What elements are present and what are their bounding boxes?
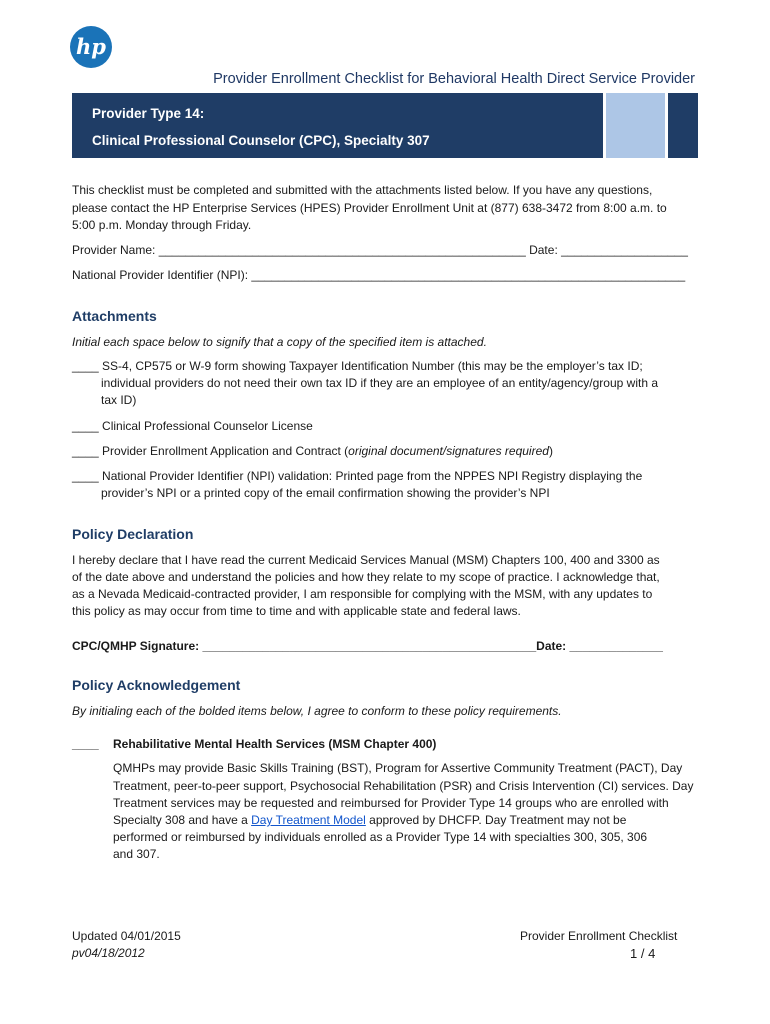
intro-line-3: 5:00 p.m. Monday through Friday. xyxy=(72,218,252,232)
declaration-line-1: I hereby declare that I have read the current Medicaid Services Manual (MSM) Chapters 100, 400 and 3300 as xyxy=(72,553,660,567)
policy-acknowledgement-heading: Policy Acknowledgement xyxy=(72,677,241,693)
declaration-line-2: of the date above and understand the policies and how they relate to my scope of practice. I acknowledge that, xyxy=(72,570,660,584)
attachments-instruction: Initial each space below to signify that a copy of the specified item is attached. xyxy=(72,335,487,349)
acknowledgement-body-line-1: QMHPs may provide Basic Skills Training (BST), Program for Assertive Community Treatment (PACT), Day xyxy=(113,761,683,775)
footer-updated-date: Updated 04/01/2015 xyxy=(72,929,181,943)
day-treatment-model-link[interactable]: Day Treatment Model xyxy=(251,813,366,827)
acknowledgement-initial-blank[interactable]: ____ xyxy=(72,737,99,751)
acknowledgement-instruction: By initialing each of the bolded items below, I agree to conform to these policy requirements. xyxy=(72,704,562,718)
attachment-item-npi-line2: provider’s NPI or a printed copy of the email confirmation showing the provider’s NPI xyxy=(101,486,550,500)
attachment-item-application[interactable] xyxy=(72,443,553,461)
acknowledgement-body-line-5: performed or reimbursed by individuals enrolled as a Provider Type 14 with specialties 300, 305, 306 xyxy=(113,830,648,844)
banner-provider-type: Provider Type 14: xyxy=(92,106,205,121)
attachment-item-tax-id[interactable]: ____ SS-4, CP575 or W-9 form showing Taxpayer Identification Number (this may be the employer’s tax ID; xyxy=(72,359,643,373)
declaration-line-4: this policy as may occur from time to time and with applicable state and federal laws. xyxy=(72,604,521,618)
npi-field[interactable]: National Provider Identifier (NPI): _________________________________________________________________ xyxy=(72,268,686,282)
acknowledgement-body-line-4-prefix: Specialty 308 and have a xyxy=(113,813,252,827)
provider-name-field[interactable]: Provider Name: _______________________________________________________ Date: ___________________ xyxy=(72,243,688,257)
attachment-item-npi[interactable]: ____ National Provider Identifier (NPI) validation: Printed page from the NPPES NPI Registry displaying the xyxy=(72,469,643,483)
acknowledgement-body-line-6: and 307. xyxy=(113,847,160,861)
attachment-item-tax-id-line2: individual providers do not need their own tax ID if they are an employee of an entity/agency/group with a xyxy=(101,376,658,390)
attachment-item-license[interactable]: ____ Clinical Professional Counselor License xyxy=(72,419,313,433)
footer-page-number: 1 / 4 xyxy=(630,946,656,961)
attachment-item-application-suffix: ) xyxy=(548,444,553,458)
attachment-item-application-note: original document/signatures required xyxy=(348,444,549,458)
signature-line[interactable]: CPC/QMHP Signature: __________________________________________________Date: ______________ xyxy=(72,639,663,653)
acknowledgement-body-line-4-suffix: approved by DHCFP. Day Treatment may not be xyxy=(365,813,627,827)
banner-specialty: Clinical Professional Counselor (CPC), Specialty 307 xyxy=(92,133,430,148)
banner-text-block xyxy=(72,93,603,158)
provider-type-banner xyxy=(72,93,698,158)
acknowledgement-body-line-2: Treatment, peer-to-peer support, Psychosocial Rehabilitation (PSR) and Crisis Intervention (CI) services. Day xyxy=(113,779,694,793)
acknowledgement-body-line-3: Treatment services may be requested and reimbursed for Provider Type 14 groups who are enrolled with xyxy=(113,796,669,810)
declaration-line-3: as a Nevada Medicaid-contracted provider, I am responsible for complying with the MSM, with any updates to xyxy=(72,587,653,601)
footer-version: pv04/18/2012 xyxy=(72,946,145,960)
hp-logo: hp xyxy=(70,26,112,68)
attachments-heading: Attachments xyxy=(72,308,157,324)
document-title: Provider Enrollment Checklist for Behavioral Health Direct Service Provider xyxy=(213,71,695,87)
attachment-item-application-prefix: ____ Provider Enrollment Application and Contract ( xyxy=(72,444,349,458)
acknowledgement-body-line-4 xyxy=(113,812,626,830)
attachment-item-tax-id-line3: tax ID) xyxy=(101,393,137,407)
intro-line-1: This checklist must be completed and submitted with the attachments listed below. If you have any questions, xyxy=(72,183,653,197)
footer-document-name: Provider Enrollment Checklist xyxy=(520,929,678,943)
banner-accent-light xyxy=(606,93,665,158)
banner-accent-dark xyxy=(668,93,698,158)
intro-line-2: please contact the HP Enterprise Services (HPES) Provider Enrollment Unit at (877) 638-3472 from 8:00 a.m. to xyxy=(72,201,667,215)
policy-declaration-heading: Policy Declaration xyxy=(72,526,194,542)
acknowledgement-item-title: Rehabilitative Mental Health Services (MSM Chapter 400) xyxy=(113,737,437,751)
